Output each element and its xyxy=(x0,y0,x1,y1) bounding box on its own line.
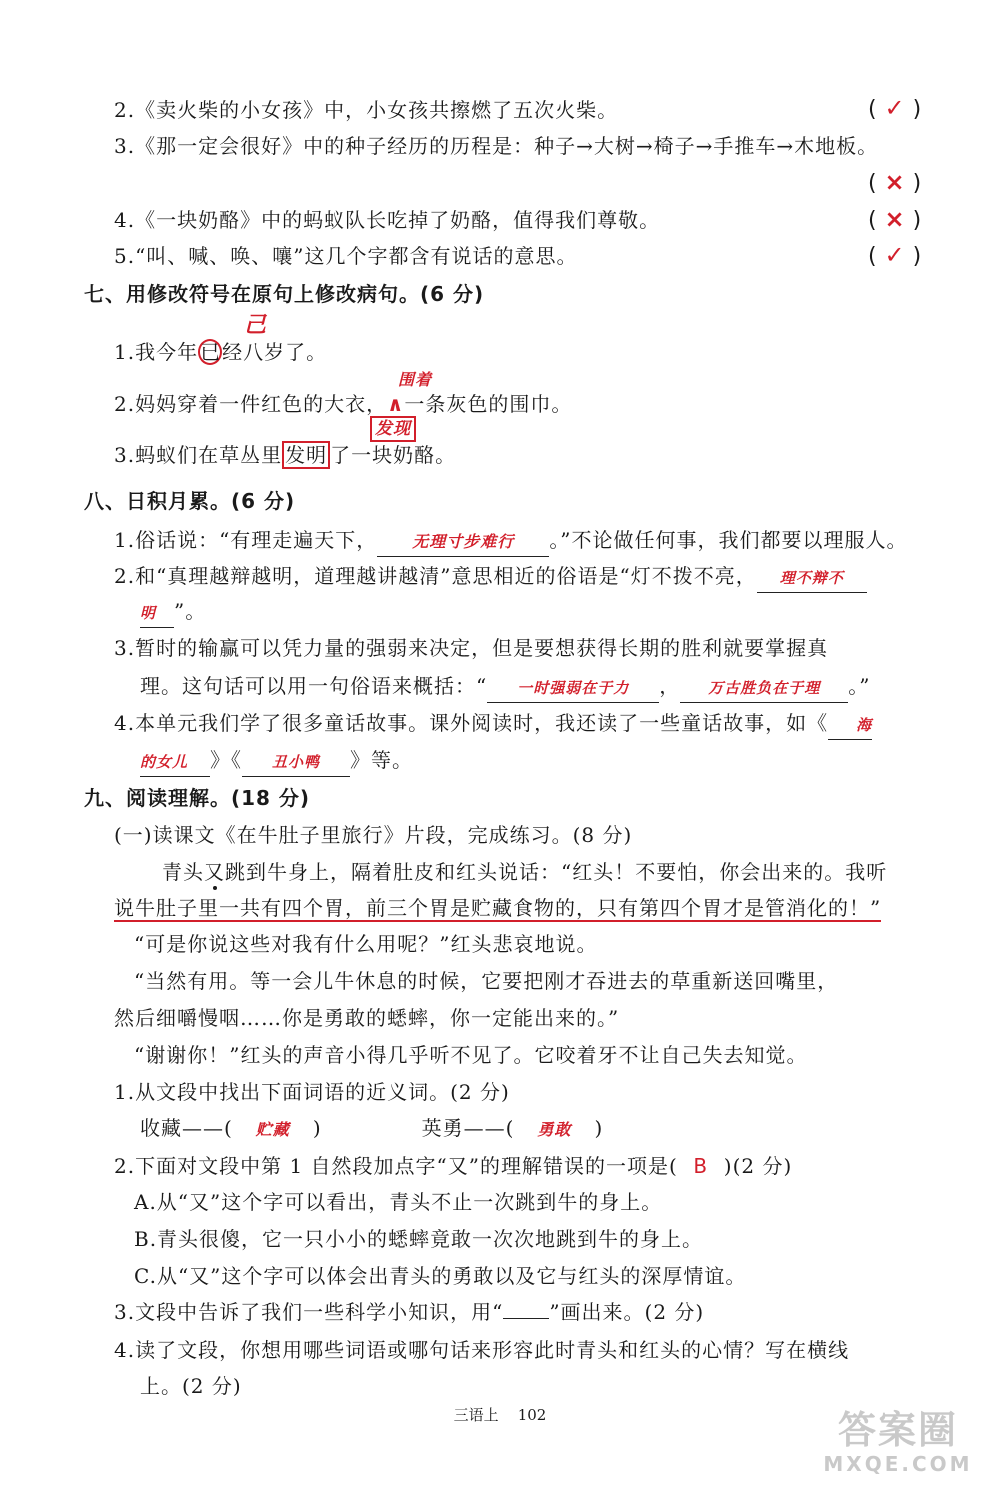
answer: 海 xyxy=(856,716,873,734)
option-b: B.青头很傻，它一只小小的蟋蟀竟敢一次次地跳到牛的身上。 xyxy=(134,1227,704,1251)
answer: 丑小鸭 xyxy=(271,753,320,771)
answer: 一时强弱在于力 xyxy=(517,679,630,697)
text: ”。 xyxy=(174,599,207,623)
footer-subject: 三语上 xyxy=(453,1406,499,1424)
passage-p2: “可是你说这些对我有什么用呢？”红头悲哀地说。 xyxy=(134,932,598,956)
answer-blank xyxy=(487,672,659,703)
answer-blank xyxy=(828,709,872,740)
insert-mark: ∧ xyxy=(387,392,405,416)
watermark-url: MXQE.COM xyxy=(823,1452,973,1476)
answer: 勇敢 xyxy=(537,1120,572,1139)
sec7-sentence-1 xyxy=(114,338,327,366)
dotted-char: 又 xyxy=(204,860,225,884)
sec8-q4-line2 xyxy=(140,746,413,777)
sec9-q1: 1.从文段中找出下面词语的近义词。(2 分) xyxy=(114,1080,510,1104)
check-icon: ✓ xyxy=(884,241,905,269)
section-7-title: 七、用修改符号在原句上修改病句。(6 分) xyxy=(84,282,485,306)
sec9-part1-title: (一)读课文《在牛肚子里旅行》片段，完成练习。(8 分) xyxy=(114,823,633,847)
text: 》《 xyxy=(210,748,242,772)
sec9-q3 xyxy=(114,1298,704,1326)
judge-q2-mark: ( ✓ ) xyxy=(868,94,922,122)
sec7-sentence-2 xyxy=(114,390,572,418)
watermark-logo xyxy=(812,1408,984,1476)
text: 跳到牛身上，隔着肚皮和红头说话：“红头！不要怕，你会出来的。我听 xyxy=(225,860,888,884)
text: 2.和“真理越辩越明，道理越讲越清”意思相近的俗语是“灯不拨不亮， xyxy=(114,564,757,588)
sec8-q2-line1 xyxy=(114,562,867,593)
judge-q5: 5.“叫、喊、唤、嚷”这几个字都含有说话的意思。 xyxy=(114,244,578,268)
answer-blank xyxy=(377,526,549,557)
text: 4.本单元我们学了很多童话故事。课外阅读时，我还读了一些童话故事，如《 xyxy=(114,711,829,735)
answer-blank xyxy=(140,597,174,628)
text: ) xyxy=(312,1116,322,1140)
underline-sample xyxy=(503,1318,549,1319)
text: 青头 xyxy=(162,860,204,884)
judge-q5-mark: ( ✓ ) xyxy=(868,241,922,269)
section-9-title: 九、阅读理解。(18 分) xyxy=(84,786,311,810)
answer-blank xyxy=(242,746,350,777)
check-icon: ✓ xyxy=(884,94,905,122)
answer: 无理寸步难行 xyxy=(412,532,515,551)
sec8-q4-line1 xyxy=(114,709,872,740)
text: 理。这句话可以用一句俗语来概括：“ xyxy=(140,674,488,698)
answer: B xyxy=(693,1154,709,1178)
option-c: C.从“又”这个字可以体会出青头的勇敢以及它与红头的深厚情谊。 xyxy=(134,1264,747,1288)
text: )(2 分) xyxy=(723,1154,793,1178)
sec8-q3-line2 xyxy=(140,672,870,703)
answer-blank xyxy=(140,746,210,777)
text: 1.我今年 xyxy=(114,340,199,364)
boxed-wrong-word: 发明 xyxy=(282,441,330,469)
passage-p1-line2 xyxy=(114,894,881,922)
judge-q2: 2.《卖火柴的小女孩》中，小女孩共擦燃了五次火柴。 xyxy=(114,98,619,122)
circled-wrong-char: 已 xyxy=(200,340,222,364)
text: 3.蚂蚁们在草丛里 xyxy=(114,443,283,467)
sec7-fix-3: 发现 xyxy=(370,416,416,442)
answer: 明 xyxy=(140,604,157,622)
judge-q4-mark: ( × ) xyxy=(868,205,922,233)
section-8-title: 八、日积月累。(6 分) xyxy=(84,489,296,513)
text: 收藏——( xyxy=(140,1116,233,1140)
sec9-q4-line1: 4.读了文段，你想用哪些词语或哪句话来形容此时青头和红头的心情？写在横线 xyxy=(114,1338,850,1362)
answer-blank xyxy=(757,562,867,593)
sec9-q4-line2: 上。(2 分) xyxy=(140,1374,242,1398)
answer: 理不辩不 xyxy=(779,569,844,587)
text: 英勇——( xyxy=(421,1116,515,1140)
text: 2.妈妈穿着一件红色的大衣， xyxy=(114,392,388,416)
text: 1.俗话说：“有理走遍天下， xyxy=(114,528,378,552)
text: ， xyxy=(659,674,681,698)
sec7-fix-1: 己 xyxy=(244,313,268,338)
text: 3.文段中告诉了我们一些科学小知识，用“ xyxy=(114,1300,504,1324)
sec7-sentence-3 xyxy=(114,441,456,469)
sec9-q1-pairs xyxy=(140,1114,603,1144)
cross-icon: × xyxy=(884,205,905,233)
passage-p4: “谢谢你！”红头的声音小得几乎听不见了。它咬着牙不让自己失去知觉。 xyxy=(134,1043,808,1067)
text: 2.下面对文段中第 1 自然段加点字“又”的理解错误的一项是( xyxy=(114,1154,678,1178)
text: ”画出来。(2 分) xyxy=(549,1300,705,1324)
passage-p1-line1 xyxy=(162,858,887,886)
text: 一条灰色的围巾。 xyxy=(404,392,573,416)
option-a: A.从“又”这个字可以看出，青头不止一次跳到牛的身上。 xyxy=(134,1190,663,1214)
cross-icon: × xyxy=(884,168,905,196)
text: ) xyxy=(594,1116,604,1140)
sec7-fix-2: 围着 xyxy=(398,370,433,389)
answer-blank xyxy=(680,672,848,703)
text: 经八岁了。 xyxy=(222,340,328,364)
judge-q3-mark: ( × ) xyxy=(868,168,922,196)
passage-p3-line2: 然后细嚼慢咽……你是勇敢的蟋蟀，你一定能出来的。” xyxy=(114,1006,620,1030)
answer: 的女儿 xyxy=(140,753,189,771)
sec8-q3-line1: 3.暂时的输赢可以凭力量的强弱来决定，但是要想获得长期的胜利就要掌握真 xyxy=(114,636,829,660)
page-number: 102 xyxy=(517,1406,547,1424)
sec8-q2-line2 xyxy=(140,597,206,628)
judge-q3: 3.《那一定会很好》中的种子经历的历程是：种子→大树→椅子→手推车→木地板。 xyxy=(114,134,879,158)
text: 。” xyxy=(848,674,871,698)
answer: 万古胜负在于理 xyxy=(708,679,821,697)
judge-q4: 4.《一块奶酪》中的蚂蚁队长吃掉了奶酪，值得我们尊敬。 xyxy=(114,208,661,232)
passage-p3-line1: “当然有用。等一会儿牛休息的时候，它要把刚才吞进去的草重新送回嘴里， xyxy=(134,969,839,993)
sec9-q2 xyxy=(114,1152,792,1180)
text: 了一块奶酪。 xyxy=(330,443,457,467)
watermark-text: 答案圈 xyxy=(837,1408,958,1452)
text: 》等。 xyxy=(350,748,413,772)
answer: 贮藏 xyxy=(255,1120,290,1139)
text: 。”不论做任何事，我们都要以理服人。 xyxy=(549,528,908,552)
sec8-q1 xyxy=(114,526,908,557)
underlined-answer: 说牛肚子里一共有四个胃，前三个胃是贮藏食物的，只有第四个胃才是管消化的！” xyxy=(114,896,882,920)
